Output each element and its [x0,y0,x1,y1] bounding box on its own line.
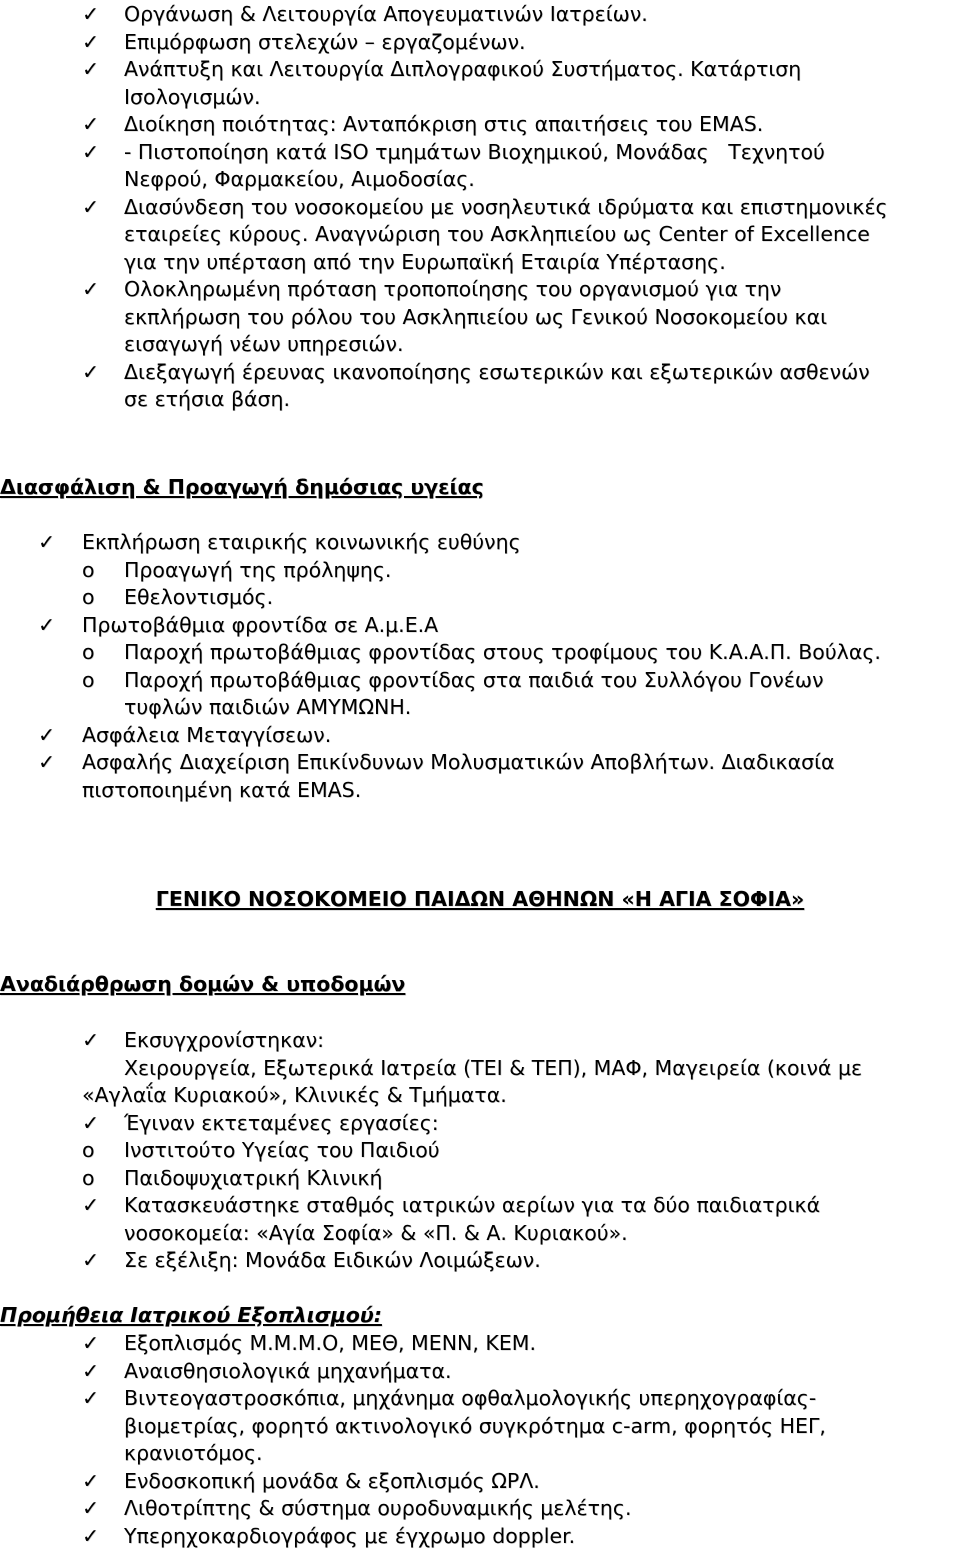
list-item-continuation [0,1082,960,1110]
list-item [0,1468,960,1496]
list-item-text: Εκσυγχρονίστηκαν: [124,1028,325,1052]
check-icon: ✓ [82,1386,100,1410]
check-icon: ✓ [82,2,100,26]
list-item [0,1247,960,1275]
list-item-text: Αναισθησιολογικά μηχανήματα. [124,1358,452,1383]
list-item-text: Ασφαλής Διαχείριση Επικίνδυνων Μολυσματικών Αποβλήτων. Διαδικασία [82,750,835,774]
list-item-text: βιομετρίας, φορητό ακτινολογικό συγκρότημα c-arm, φορητός ΗΕΓ, [124,1413,826,1438]
list-item-text: Παιδοψυχιατρική Κλινική [124,1165,383,1190]
list-item [0,359,960,414]
check-icon: ✓ [82,1468,100,1493]
list-item-text: Προαγωγή της πρόληψης. [124,557,392,582]
list-item [0,56,960,111]
list-item-text: Ανάπτυξη και Λειτουργία Διπλογραφικού Συστήματος. Κατάρτιση [124,57,802,81]
list-item-text: Ινστιτούτο Υγείας του Παιδιού [124,1138,440,1162]
list-item-text: Βιντεογαστροσκόπια, μηχάνημα οφθαλμολογικής υπερηχογραφίας- [124,1386,817,1410]
list-item [0,1137,960,1165]
list-item-text: Επιμόρφωση στελεχών – εργαζομένων. [124,29,526,54]
check-icon: ✓ [82,1496,100,1520]
list-item [0,1523,960,1551]
list-item [0,1110,960,1138]
list-item [0,194,960,277]
list-item-text: Λιθοτρίπτης & σύστημα ουροδυναμικής μελέτης. [124,1496,632,1520]
list-item-text: νοσοκομεία: «Αγία Σοφία» & «Π. & Α. Κυριακού». [124,1220,628,1245]
check-icon: ✓ [82,139,100,164]
list-item [0,722,960,750]
check-icon: ✓ [82,1523,100,1548]
list-item-text: για την υπέρταση από την Ευρωπαϊκή Εταιρία Υπέρτασης. [124,249,726,274]
list-item-text: Εκπλήρωση εταιρικής κοινωνικής ευθύνης [82,530,521,554]
hospital-title: ΓΕΝΙΚΟ ΝΟΣΟΚΟΜΕΙΟ ΠΑΙΔΩΝ ΑΘΗΝΩΝ «Η ΑΓΙΑ ΣΟΦΙΑ» [155,887,805,911]
section-equipment-list [0,1330,960,1550]
check-icon: ✓ [82,1193,100,1217]
list-item-text: Νεφρού, Φαρμακείου, Αιμοδοσίας. [124,167,475,191]
check-icon: ✓ [38,722,56,747]
check-icon: ✓ [38,750,56,774]
list-item-text: Παροχή πρωτοβάθμιας φροντίδας στα παιδιά του Συλλόγου Γονέων [124,667,824,692]
list-item-text: Ασφάλεια Μεταγγίσεων. [82,722,332,747]
list-item [0,1385,960,1468]
check-icon: ✓ [82,1110,100,1135]
list-item-text: Έγιναν εκτεταμένες εργασίες: [124,1110,439,1135]
list-item [0,1358,960,1386]
list-item-text: Πρωτοβάθμια φροντίδα σε Α.μ.Ε.Α [82,612,439,637]
list-item-text: Υπερηχοκαρδιογράφος με έγχρωμο doppler. [124,1523,576,1548]
list-item [0,276,960,359]
check-icon: ✓ [82,1248,100,1272]
check-icon: ✓ [82,1028,100,1052]
restructuring-heading: Αναδιάρθρωση δομών & υποδομών [0,972,406,996]
list-item-text: Χειρουργεία, Εξωτερικά Ιατρεία (ΤΕΙ & ΤΕΠ), ΜΑΦ, Μαγειρεία (κοινά με [124,1055,863,1080]
list-item [0,557,960,585]
section-restructuring-list [0,1027,960,1275]
bullet-icon: o [82,667,95,692]
list-item [0,1495,960,1523]
list-item-text: εταιρείες κύρους. Αναγνώριση του Ασκληπιείου ως Center of Excellence [124,222,870,246]
check-icon: ✓ [82,112,100,136]
bullet-icon: o [82,1165,95,1190]
equipment-heading: Προμήθεια Ιατρικού Εξοπλισμού: [0,1303,382,1327]
bullet-icon: o [82,585,95,609]
list-item [0,29,960,57]
list-item-text: πιστοποιημένη κατά EMAS. [82,777,362,802]
list-item [0,639,960,667]
list-item [0,1330,960,1358]
list-item-continuation [0,1055,960,1083]
list-item-text: Παροχή πρωτοβάθμιας φροντίδας στους τροφίμους του Κ.Α.Α.Π. Βούλας. [124,640,881,664]
list-item-text: τυφλών παιδιών ΑΜΥΜΩΝΗ. [124,695,412,719]
check-icon: ✓ [82,194,100,219]
list-item-text: Διασύνδεση του νοσοκομείου με νοσηλευτικά ιδρύματα και επιστημονικές [124,194,888,219]
check-icon: ✓ [38,612,56,637]
list-item [0,1165,960,1193]
list-item-text: Διοίκηση ποιότητας: Ανταπόκριση στις απαιτήσεις του EMAS. [124,112,764,136]
list-item [0,111,960,139]
list-item-text: Εθελοντισμός. [124,585,274,609]
check-icon: ✓ [38,530,56,554]
list-item-text: εισαγωγή νέων υπηρεσιών. [124,332,404,356]
list-item-text: - Πιστοποίηση κατά ISO τμημάτων Βιοχημικού, Μονάδας Τεχνητού [124,139,825,164]
list-item [0,612,960,640]
list-item-text: Οργάνωση & Λειτουργία Απογευματινών Ιατρείων. [124,2,648,26]
list-item [0,1027,960,1055]
section-management-list [0,1,960,414]
bullet-icon: o [82,640,95,664]
check-icon: ✓ [82,29,100,54]
list-item-text: «Αγλαΐα Κυριακού», Κλινικές & Τμήματα. [82,1083,507,1107]
list-item [0,1,960,29]
public-health-heading: Διασφάλιση & Προαγωγή δημόσιας υγείας [0,475,484,499]
bullet-icon: o [82,1138,95,1162]
check-icon: ✓ [82,57,100,81]
list-item-text: Ολοκληρωμένη πρόταση τροποποίησης του οργανισμού για την [124,277,782,301]
list-item [0,667,960,722]
list-item-text: Διεξαγωγή έρευνας ικανοποίησης εσωτερικών και εξωτερικών ασθενών [124,359,870,384]
list-item-text: Κατασκευάστηκε σταθμός ιατρικών αερίων για τα δύο παιδιατρικά [124,1193,821,1217]
list-item [0,1192,960,1247]
check-icon: ✓ [82,1358,100,1383]
check-icon: ✓ [82,1331,100,1355]
list-item-text: σε ετήσια βάση. [124,387,291,411]
list-item-text: Σε εξέλιξη: Μονάδα Ειδικών Λοιμώξεων. [124,1248,541,1272]
list-item-text: Ενδοσκοπική μονάδα & εξοπλισμός ΩΡΛ. [124,1468,540,1493]
list-item-text: εκπλήρωση του ρόλου του Ασκληπιείου ως Γενικού Νοσοκομείου και [124,304,828,329]
bullet-icon: o [82,557,95,582]
section-public-health-list [0,529,960,804]
list-item [0,139,960,194]
list-item [0,584,960,612]
list-item-text: Ισολογισμών. [124,84,261,109]
list-item-text: κρανιοτόμος. [124,1441,263,1465]
list-item [0,529,960,557]
check-icon: ✓ [82,277,100,301]
list-item [0,749,960,804]
check-icon: ✓ [82,359,100,384]
list-item-text: Εξοπλισμός Μ.Μ.Μ.Ο, ΜΕΘ, ΜΕΝΝ, ΚΕΜ. [124,1331,536,1355]
